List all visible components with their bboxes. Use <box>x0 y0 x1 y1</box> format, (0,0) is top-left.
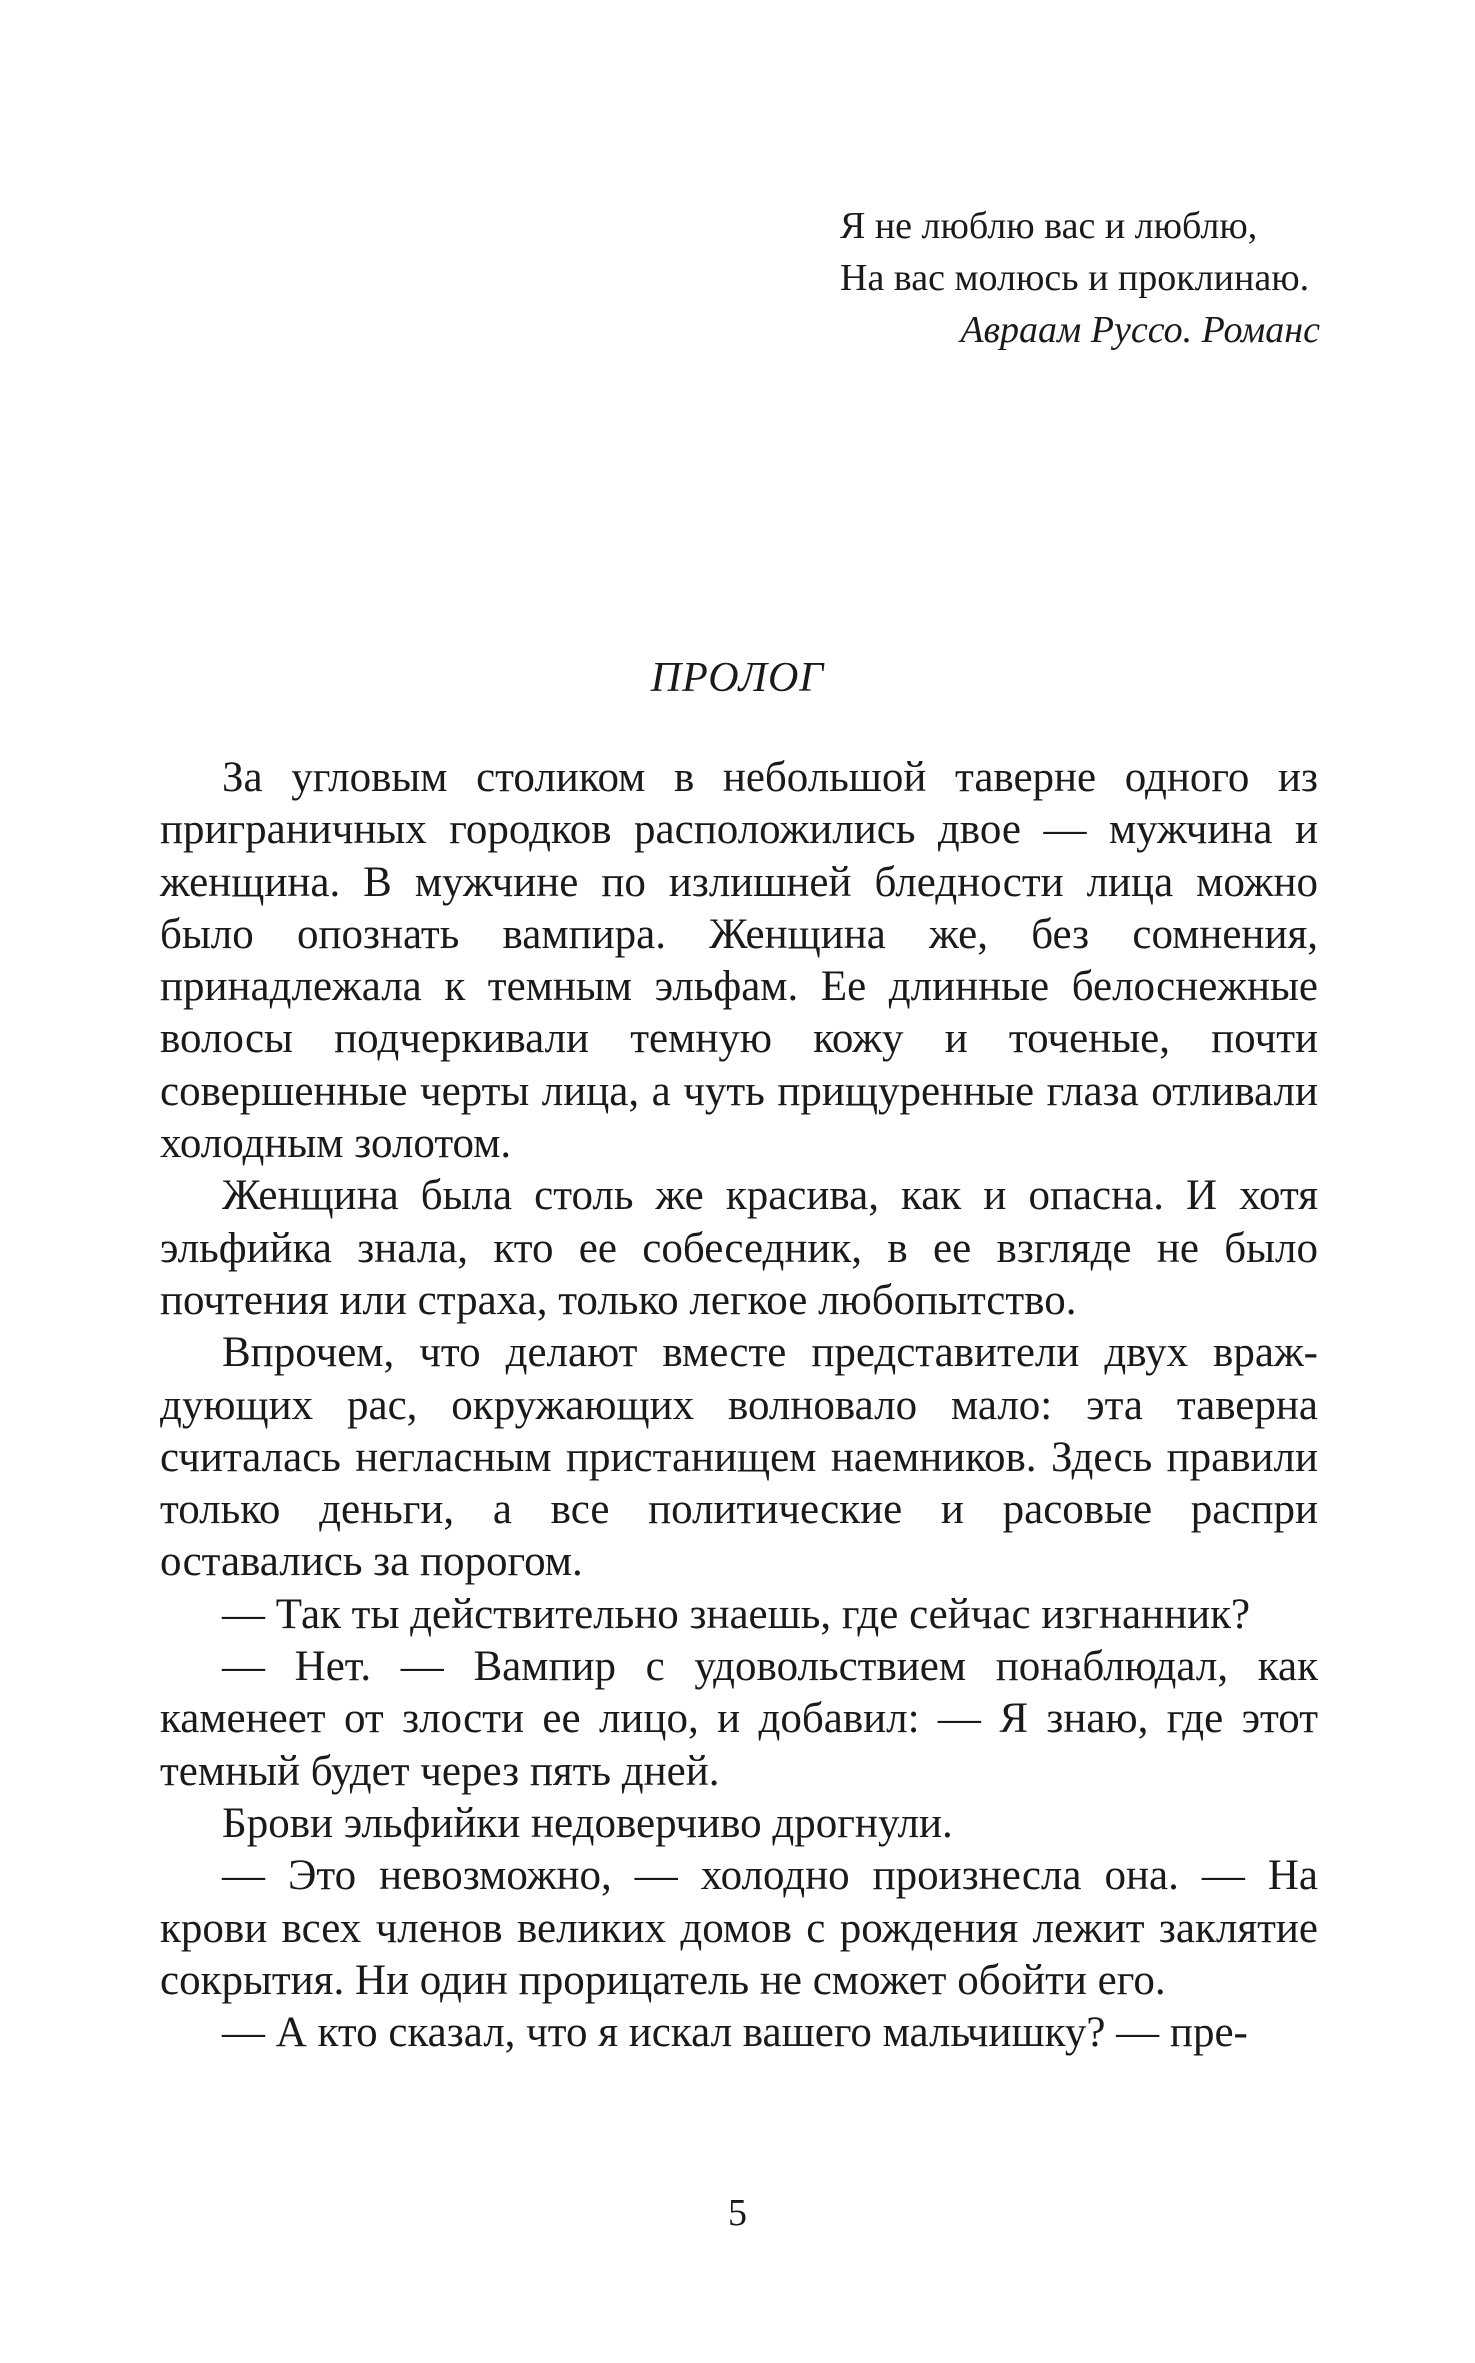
epigraph-line: Я не люблю вас и люблю, <box>840 205 1258 247</box>
paragraph: — Нет. — Вампир с удовольствием понаблюдал, как каменеет от злости ее лицо, и добавил: — Я знаю, где этот темный будет через пять дней. <box>160 1643 1318 1795</box>
epigraph-attribution: Авраам Руссо. Романс <box>960 309 1320 351</box>
paragraph: — А кто сказал, что я искал вашего мальчишку? — пре- <box>222 2009 1248 2057</box>
paragraph: За угловым столиком в небольшой таверне одного из приграничных городков расположились двое — мужчина и женщина. В мужчине по излишней бледности лица можно было опознать вампира. Женщина же, без сомнения, принадлежала к темным эльфам. Ее длинные белоснежные волосы подчеркивали темную кожу и точеные, почти совершенные черты лица, а чуть прищуренные глаза отливали холодным золотом. <box>160 754 1318 1168</box>
paragraph: — Это невозможно, — холодно произнесла она. — На крови всех членов великих домов с рождения лежит заклятие сокрытия. Ни один прорицатель не сможет обойти его. <box>160 1852 1318 2004</box>
paragraph: Впрочем, что делают вместе представители двух враждующих рас, окружающих волновало мало: эта таверна считалась негласным пристанищем наемников. Здесь правили только деньги, а все политические и расовые распри оставались за порогом. <box>160 1329 1318 1586</box>
chapter-title: ПРОЛОГ <box>650 655 825 701</box>
epigraph <box>840 200 1320 356</box>
paragraph: Брови эльфийки недоверчиво дрогнули. <box>222 1799 953 1847</box>
paragraph: Женщина была столь же красива, как и опасна. И хотя эльфийка знала, кто ее собеседник, в ее взгляде не было почтения или страха, только легкое любопытство. <box>160 1172 1318 1324</box>
epigraph-line: На вас молюсь и проклинаю. <box>840 257 1310 299</box>
paragraph: — Так ты действительно знаешь, где сейчас изгнанник? <box>222 1590 1251 1638</box>
body-text <box>160 752 1318 2059</box>
page-number: 5 <box>728 2192 747 2234</box>
